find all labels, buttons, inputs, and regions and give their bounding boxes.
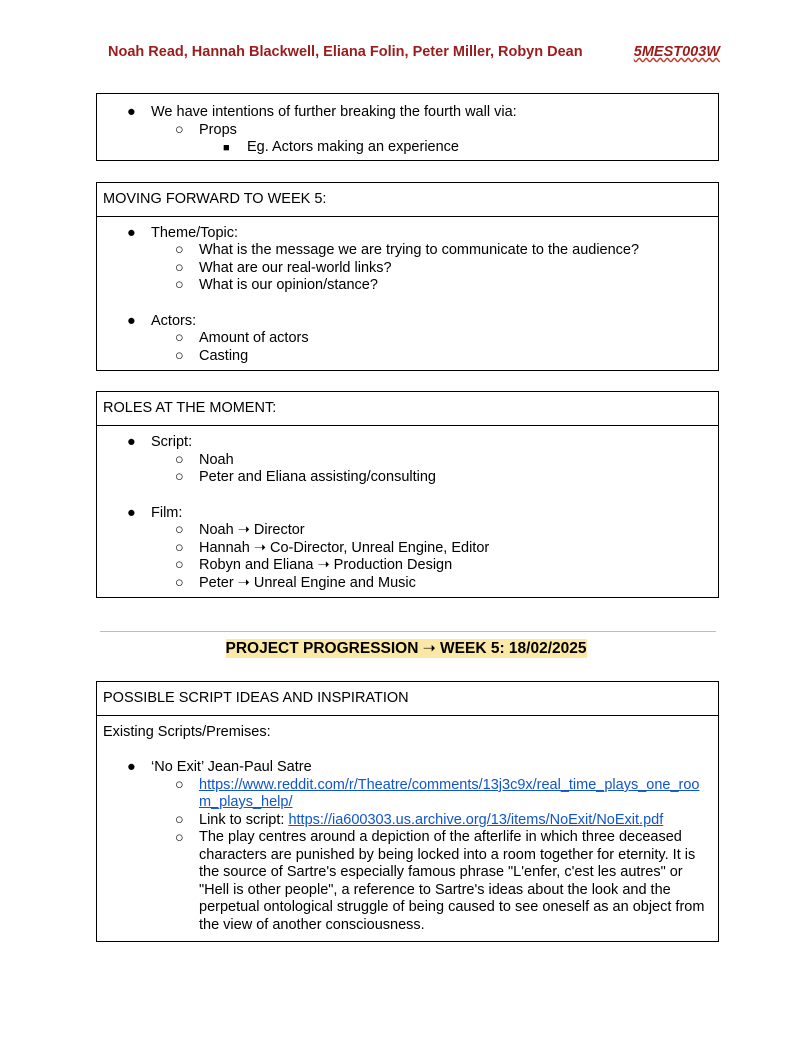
circle-bullet-icon: ○ <box>175 557 184 573</box>
play-description: The play centres around a depiction of the afterlife in which three deceased characters are punished by being locked into a room together for eternity. It is the source of Sartre's especially famous phrase "L'enfer, c'est les autres" or "Hell is other people", a reference to Sartre's ideas about the look and the perpetual ontological struggle of being caused to see oneself as an object from the view of another consciousness. <box>199 829 705 933</box>
roles-box <box>96 391 719 598</box>
circle-bullet-icon: ○ <box>175 242 184 258</box>
list-item: ○ Amount of actors <box>175 330 309 346</box>
circle-bullet-icon: ○ <box>175 812 184 828</box>
list-item: ○ Noah ➝ Director <box>175 522 305 538</box>
bullet-icon: ● <box>127 225 136 241</box>
list-item: ● We have intentions of further breaking the fourth wall via: <box>127 104 517 120</box>
list-item <box>175 776 700 794</box>
list-item: ■ Eg. Actors making an experience <box>223 139 459 155</box>
page-header <box>108 44 720 66</box>
list-item: ○ What are our real-world links? <box>175 260 392 276</box>
list-item: ● ‘No Exit’ Jean-Paul Satre <box>127 759 312 775</box>
circle-bullet-icon: ○ <box>175 540 184 556</box>
circle-bullet-icon: ○ <box>175 277 184 293</box>
circle-bullet-icon: ○ <box>175 122 184 138</box>
reddit-link[interactable]: https://www.reddit.com/r/Theatre/comments/13j3c9x/real_time_plays_one_roo <box>199 777 700 793</box>
bullet-icon: ● <box>127 505 136 521</box>
module-code: 5MEST003W <box>633 44 720 60</box>
circle-bullet-icon: ○ <box>175 469 184 485</box>
list-item: ● Theme/Topic: <box>127 225 239 241</box>
circle-bullet-icon: ○ <box>175 348 184 364</box>
circle-bullet-icon: ○ <box>175 330 184 346</box>
script-ideas-box <box>96 681 719 942</box>
moving-forward-box <box>96 182 719 371</box>
fourth-wall-box <box>96 93 719 161</box>
box-subtitle: Existing Scripts/Premises: <box>103 724 271 740</box>
author-names: Noah Read, Hannah Blackwell, Eliana Folin, Peter Miller, Robyn Dean <box>108 44 583 60</box>
reddit-link-continued[interactable]: m_plays_help/ <box>199 794 293 810</box>
list-item <box>175 811 664 829</box>
circle-bullet-icon: ○ <box>175 830 184 846</box>
bullet-icon: ● <box>127 104 136 120</box>
box-title: POSSIBLE SCRIPT IDEAS AND INSPIRATION <box>97 682 718 716</box>
list-item: ○ Robyn and Eliana ➝ Production Design <box>175 557 453 573</box>
script-link-label: Link to script: <box>199 812 289 828</box>
box-title: MOVING FORWARD TO WEEK 5: <box>97 183 718 217</box>
list-item: ○ Peter ➝ Unreal Engine and Music <box>175 575 416 591</box>
list-item: ○ Peter and Eliana assisting/consulting <box>175 469 436 485</box>
list-item: ○ What is the message we are trying to communicate to the audience? <box>175 242 640 258</box>
horizontal-divider <box>100 631 716 632</box>
list-item: ● Actors: <box>127 313 197 329</box>
list-item: ○ What is our opinion/stance? <box>175 277 378 293</box>
list-item: ○ Noah <box>175 452 234 468</box>
circle-bullet-icon: ○ <box>175 452 184 468</box>
list-item: ○ Props <box>175 122 237 138</box>
box-title: ROLES AT THE MOMENT: <box>97 392 718 426</box>
list-item: ● Film: <box>127 505 183 521</box>
circle-bullet-icon: ○ <box>175 522 184 538</box>
list-item: ○ Casting <box>175 348 249 364</box>
circle-bullet-icon: ○ <box>175 575 184 591</box>
circle-bullet-icon: ○ <box>175 260 184 276</box>
list-item: ● Script: <box>127 434 193 450</box>
bullet-icon: ● <box>127 434 136 450</box>
section-heading: PROJECT PROGRESSION ➝ WEEK 5: 18/02/2025 <box>225 640 587 657</box>
bullet-icon: ● <box>127 759 136 775</box>
list-item: ○ Hannah ➝ Co-Director, Unreal Engine, Editor <box>175 540 490 556</box>
list-item <box>175 829 191 847</box>
list-item-continuation <box>199 793 293 811</box>
script-pdf-link[interactable]: https://ia600303.us.archive.org/13/items/NoExit/NoExit.pdf <box>288 812 664 828</box>
square-bullet-icon: ■ <box>223 142 230 154</box>
bullet-icon: ● <box>127 313 136 329</box>
circle-bullet-icon: ○ <box>175 777 184 793</box>
